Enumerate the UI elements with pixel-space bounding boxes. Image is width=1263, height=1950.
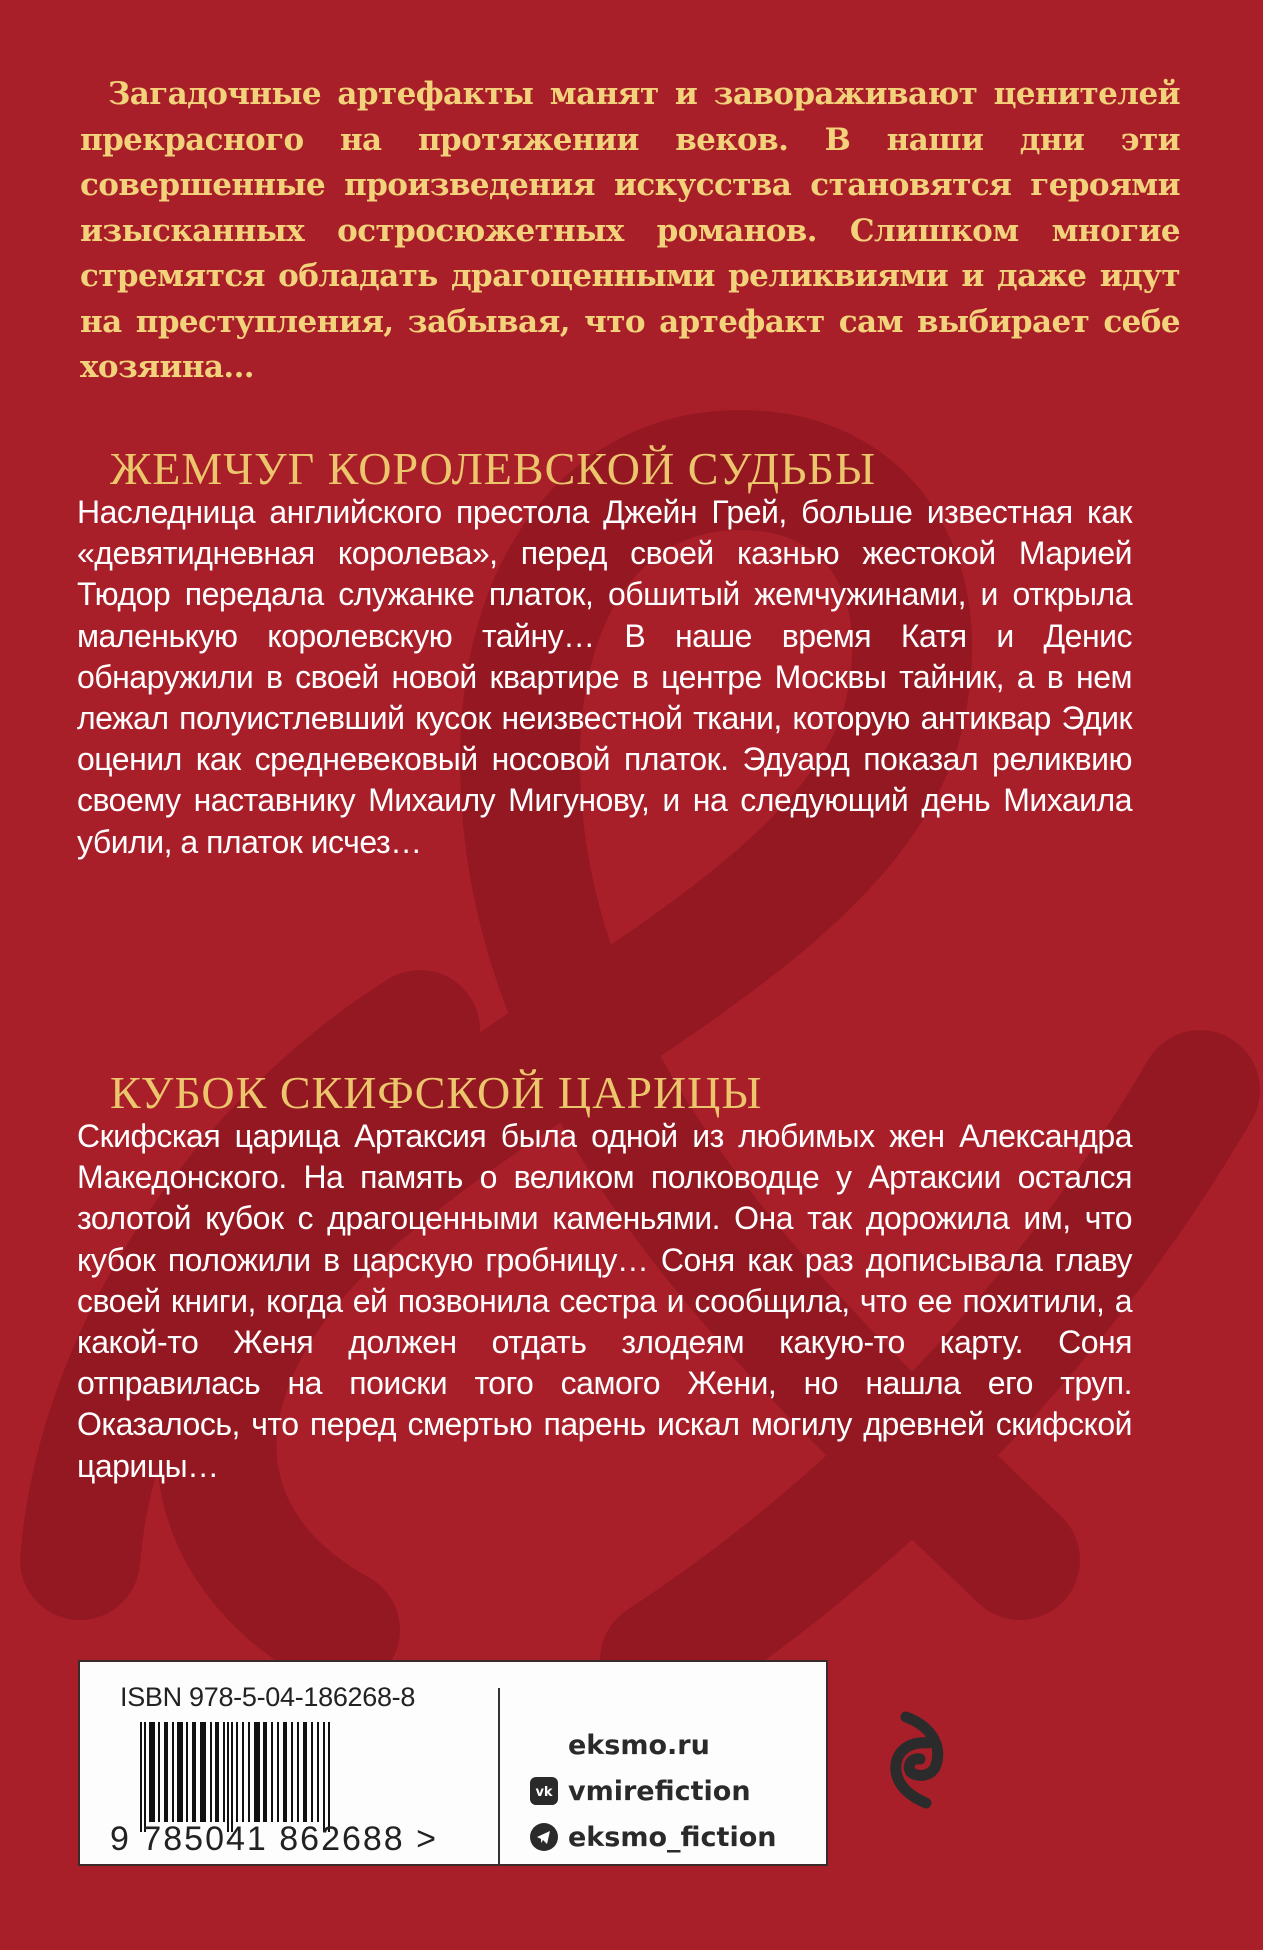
section-body-pearl: Наследница английского престола Джейн Грей, больше известная как «девятидневная королева», перед своей казнью жестокой Марией Тюдор передала служанке платок, обшитый жемчужинами, и открыла маленькую королевскую тайну… В наше время Катя и Денис обнаружили в своей новой квартире в центре Москвы тайник, а в нем лежал полуистлевший кусок неизвестной ткани, которую антиквар Эдик оценил как средневековый носовой платок. Эдуард показал реликвию своему наставнику Михаилу Мигунову, и на следующий день Михаила убили, а платок исчез… — [77, 494, 1132, 860]
divider — [498, 1688, 500, 1866]
link-text: eksmo_fiction — [568, 1821, 777, 1853]
barcode-digits: 9 785041 862688 > — [110, 1820, 439, 1858]
eksmo-logo-icon — [888, 1705, 948, 1815]
link-eksmo-site[interactable] — [530, 1722, 776, 1768]
telegram-icon — [530, 1823, 558, 1851]
link-text: eksmo.ru — [568, 1729, 710, 1761]
isbn-label: ISBN 978-5-04-186268-8 — [120, 1682, 416, 1712]
vk-icon — [530, 1777, 558, 1805]
intro-paragraph: Загадочные артефакты манят и завораживают ценителей прекрасного на протяжении веков. В наши дни эти совершенные произведения искусства становятся героями изысканных остросюжетных романов. Слишком многие стремятся обладать драгоценными реликвиями и даже идут на преступления, забывая, что артефакт сам выбирает себе хозяина... — [80, 76, 1180, 385]
svg-text:vk: vk — [535, 1785, 553, 1800]
publisher-links — [530, 1722, 776, 1860]
link-text: vmirefiction — [568, 1775, 751, 1807]
isbn-info-box — [78, 1660, 828, 1866]
section-title-cup: КУБОК СКИФСКОЙ ЦАРИЦЫ — [110, 1067, 763, 1118]
link-vk[interactable] — [530, 1768, 776, 1814]
section-body-cup: Скифская царица Артаксия была одной из любимых жен Александра Македонского. На память о великом полководце у Артаксии остался золотой кубок с драгоценными каменьями. Она так дорожила им, что кубок положили в царскую гробницу… Соня как раз дописывала главу своей книги, когда ей позвонила сестра и сообщила, что ее похитили, а какой-то Женя должен отдать злодеям какую-то карту. Соня отправилась на поиски того самого Жени, но нашла его труп. Оказалось, что перед смертью парень искал могилу древней скифской царицы… — [77, 1118, 1132, 1484]
section-title-pearl: ЖЕМЧУГ КОРОЛЕВСКОЙ СУДЬБЫ — [110, 443, 877, 494]
link-telegram[interactable] — [530, 1814, 776, 1860]
barcode-icon — [140, 1722, 340, 1832]
